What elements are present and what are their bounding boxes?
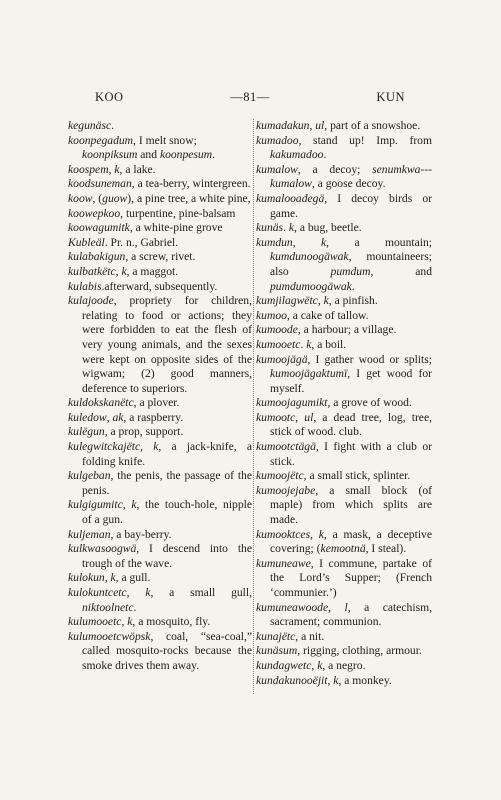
entry-headword: koow (68, 191, 93, 205)
entry-headword: kuldokskanëtc (68, 396, 134, 410)
entry-italic-run: k (145, 586, 151, 599)
entry-headword: kulegwitckajëtc (68, 440, 141, 454)
entry-text-run: , (327, 673, 334, 687)
entry-definition: , a plover. (133, 396, 180, 410)
entry-italic-run: k (306, 337, 312, 351)
entry-headword: kumjilagwëtc (256, 294, 318, 308)
entry-headword: kegunäsc (68, 119, 112, 132)
entry-italic-run: guow (102, 191, 128, 205)
entry-italic-run: koonpiksum (82, 148, 138, 162)
dictionary-entry (256, 119, 432, 134)
entry-headword: kumootc (256, 410, 296, 424)
entry-headword: kulabakigun (68, 250, 126, 264)
dictionary-entry (256, 323, 432, 338)
dictionary-entry (68, 265, 252, 280)
entry-text-run: , a maggot. (126, 264, 179, 278)
entry-text-run: , (126, 586, 146, 599)
dictionary-entry (68, 542, 252, 571)
dictionary-entry (256, 134, 432, 163)
entry-text-run: , a goose decoy. (311, 177, 386, 191)
entry-definition: , rigging, clothing, armour. (297, 644, 422, 658)
entry-italic-run: pumdumoogäwak (270, 279, 352, 293)
entry-headword: koowagumitk (68, 221, 130, 235)
dictionary-entry (256, 236, 432, 294)
entry-definition: , a harbour; a village. (297, 323, 397, 337)
entry-definition: , a nit. (295, 629, 325, 643)
entry-text-run: , (295, 410, 305, 424)
entry-italic-run: k (110, 571, 116, 585)
entry-text-run: , a catechism, sacrament; communion. (270, 600, 433, 629)
entry-text-run: . (212, 148, 216, 162)
entry-definition: , I fight with a club or stick. (270, 440, 432, 468)
entry-text-run: , (121, 615, 128, 629)
dictionary-entry (68, 192, 252, 207)
dictionary-entry (68, 586, 252, 615)
entry-headword: kumuneawe (256, 556, 311, 570)
column-divider (253, 119, 254, 694)
dictionary-entry (256, 674, 432, 689)
entry-italic-run: k (121, 264, 127, 278)
entry-headword: kumoo (256, 308, 287, 322)
left-column (68, 119, 252, 674)
entry-italic-run: senumkwa---kumalow (270, 162, 432, 191)
dictionary-entry (68, 207, 252, 222)
entry-headword: kulkwasoogwä (68, 542, 137, 556)
dictionary-entry (256, 411, 432, 440)
entry-headword: kunäsum (256, 644, 298, 658)
dictionary-entry (256, 557, 432, 601)
dictionary-entry (256, 353, 432, 397)
entry-definition: . Pr. n., Gabriel. (104, 235, 179, 249)
entry-headword: kulokun (68, 571, 105, 585)
entry-headword: kumoojëtc (256, 469, 304, 483)
entry-italic-run: kakumadoo (270, 148, 324, 162)
entry-headword: kuljeman (68, 527, 111, 541)
dictionary-entry (68, 396, 252, 411)
entry-headword: kumadoo (256, 133, 299, 147)
dictionary-entry (256, 644, 432, 659)
entry-definition: , a small stick, splinter. (303, 469, 411, 483)
entry-definition: , I commune, partake of the Lord’s Supper; (French ‘communier.’) (270, 556, 432, 599)
entry-definition: , a prop, support. (104, 425, 184, 439)
dictionary-entry (68, 163, 252, 178)
entry-headword: koonpegadum (68, 133, 134, 147)
entry-italic-run: ul (304, 410, 314, 424)
dictionary-entry (256, 440, 432, 469)
entry-text-run: , (122, 498, 132, 512)
entry-text-run: and (137, 148, 160, 162)
dictionary-entry (68, 280, 252, 295)
entry-italic-run: k (288, 221, 295, 235)
dictionary-entry (68, 630, 252, 674)
dictionary-entry (68, 528, 252, 543)
entry-definition: .afterward, subsequently. (101, 279, 218, 293)
entry-italic-run: k (333, 673, 339, 687)
entry-italic-run: kumoojägaktumï (270, 367, 348, 381)
entry-headword: kumalooadegä (256, 191, 325, 205)
entry-headword: kumooktces (256, 527, 311, 541)
entry-headword: kulabis (68, 279, 102, 293)
entry-italic-run: koonpesum (159, 148, 213, 162)
entry-text-run: , I steal). (365, 542, 407, 556)
header-right-guide-word: KUN (376, 90, 405, 104)
entry-definition: , a white-pine grove (129, 221, 223, 235)
entry-definition: , a cake of tallow. (286, 308, 369, 322)
entry-text-run: , a monkey. (338, 673, 392, 687)
entry-text-run: , a dead tree, log, tree, stick of wood. club. (270, 410, 432, 439)
entry-definition: . (111, 119, 115, 132)
entry-text-run: , stand up! Imp. from (298, 133, 432, 147)
entry-headword: kumoojägä (256, 352, 308, 366)
entry-definition: , coal, “sea-coal,” called mosquito-rocks because the smoke drives them away. (82, 629, 252, 672)
dictionary-entry (256, 601, 432, 630)
entry-text-run: , (309, 119, 316, 132)
entry-text-run: , a mountain; (326, 235, 433, 249)
entry-text-run: , I get wood for myself. (270, 367, 432, 395)
entry-definition: , propriety for children, relating to food or actions; they were forbidden to eat the flesh of very young animals, and the sexes were kept on opposite sides of the wigwam; (2) good manners, deference to superiors. (82, 294, 252, 395)
entry-italic-run: niktoolnetc (82, 600, 134, 614)
entry-text-run: , a mask, a deceptive covering; ( (270, 527, 432, 556)
entry-italic-run: ak (112, 410, 124, 424)
entry-text-run: , a bug, beetle. (294, 221, 362, 235)
entry-definition: , a grove of wood. (327, 396, 412, 410)
entry-italic-run: k (153, 440, 159, 454)
entry-definition: , I descend into the trough of the wave. (82, 542, 252, 570)
entry-headword: kulëgun (68, 425, 105, 439)
entry-italic-run: k (114, 162, 120, 176)
entry-headword: kumoojagumikt (256, 396, 328, 410)
dictionary-entry (256, 338, 432, 353)
entry-text-run: , mountaineers; also (270, 250, 432, 278)
entry-text-run: , (310, 527, 319, 541)
entry-italic-run: k (131, 498, 137, 512)
entry-headword: kumalow (256, 162, 298, 176)
entry-text-run: , (317, 294, 324, 308)
dictionary-entry (256, 309, 432, 324)
entry-text-run: , a gull. (115, 571, 151, 585)
entry-headword: kulgeban (68, 469, 111, 483)
dictionary-entry (256, 396, 432, 411)
dictionary-entry (68, 250, 252, 265)
entry-text-run: , a lake. (119, 162, 156, 176)
dictionary-entry (256, 469, 432, 484)
entry-headword: kunäs (256, 221, 284, 235)
entry-text-run: , a decoy; (297, 162, 373, 176)
entry-headword: koodsuneman (68, 177, 132, 191)
entry-text-run: . (283, 221, 289, 235)
entry-text-run: , I gather wood or splits; (307, 352, 432, 366)
entry-text-run: , a small gull, (150, 586, 253, 599)
dictionary-entry (68, 134, 252, 149)
entry-text-run: . (300, 337, 307, 351)
dictionary-entry (68, 221, 252, 236)
entry-headword: koowepkoo (68, 206, 121, 220)
entry-definition: , a screw, rivet. (125, 250, 196, 264)
dictionary-entry (68, 440, 252, 469)
header-left-guide-word: KOO (95, 90, 124, 104)
entry-text-run: , a jack-knife, a folding knife. (82, 440, 253, 468)
entry-headword: kulumooetcwöpsk (68, 629, 151, 643)
entry-text-run: , (292, 235, 322, 249)
entry-text-run: , and (370, 264, 432, 278)
entry-headword: kulokuntcetc (68, 586, 127, 599)
entry-text-run: , (311, 658, 318, 672)
dictionary-entry (256, 192, 432, 221)
entry-headword: kuledow (68, 410, 107, 424)
entry-headword: kundakunooëjit (256, 673, 328, 687)
dictionary-entry (256, 221, 432, 236)
right-column (256, 119, 432, 688)
page-number: —81— (230, 90, 270, 104)
dictionary-entry (68, 148, 252, 163)
entry-headword: kulajoode (68, 294, 114, 308)
entry-headword: Kubleäl (68, 235, 105, 249)
entry-definition: , a tea-berry, wintergreen. (131, 177, 251, 191)
entry-headword: kunajëtc (256, 629, 296, 643)
entry-italic-run: k (317, 658, 323, 672)
entry-headword: kulumooetc (68, 615, 122, 629)
entry-text-run: , (108, 162, 115, 176)
entry-definition: , I melt snow; (133, 133, 197, 147)
entry-definition: , I decoy birds or game. (270, 191, 432, 220)
entry-italic-run: ul (315, 119, 325, 132)
entry-text-run: , part of a snowshoe. (324, 119, 421, 132)
entry-definition: , turpentine, pine-balsam (120, 206, 236, 220)
entry-text-run: , (106, 410, 113, 424)
dictionary-entry (68, 498, 252, 527)
dictionary-entry (68, 425, 252, 440)
entry-italic-run: k (127, 615, 133, 629)
entry-text-run: , (115, 264, 122, 278)
entry-headword: kumadakun (256, 119, 310, 132)
entry-headword: kumoojejabe (256, 483, 316, 497)
dictionary-entry (68, 177, 252, 192)
entry-text-run: , (104, 571, 111, 585)
dictionary-entry (256, 163, 432, 192)
entry-text-run: ), a pine tree, a white pine, (127, 191, 251, 205)
entry-headword: kulgigumitc (68, 498, 123, 512)
entry-headword: kumoode (256, 323, 298, 337)
dictionary-entry (256, 659, 432, 674)
entry-text-run: , a negro. (322, 658, 366, 672)
dictionary-entry (68, 411, 252, 426)
entry-definition: , a small block (of maple) from which splits are made. (270, 483, 432, 527)
entry-headword: kumdun (256, 235, 293, 249)
entry-text-run: , a raspberry. (123, 410, 184, 424)
entry-text-run: , ( (92, 191, 103, 205)
entry-text-run: , (140, 440, 154, 454)
entry-text-run: , the touch-hole, nipple of a gun. (82, 498, 253, 527)
dictionary-entry (68, 294, 252, 396)
dictionary-entry (68, 119, 252, 134)
dictionary-entry (68, 615, 252, 630)
entry-text-run: . (323, 148, 327, 162)
entry-text-run: , a mosquito, fly. (132, 615, 211, 629)
entry-italic-run: k (318, 527, 324, 541)
entry-text-run: . (351, 279, 355, 293)
entry-italic-run: pumdum (330, 264, 371, 278)
entry-headword: koospem (68, 162, 109, 176)
dictionary-entry (68, 236, 252, 251)
entry-italic-run: l (344, 600, 348, 614)
entry-headword: kumooetc (256, 337, 301, 351)
entry-text-run: , a boil. (311, 337, 347, 351)
entry-text-run: , a pinfish. (328, 294, 378, 308)
entry-italic-run: kemootnä (320, 542, 366, 556)
entry-headword: kumootctägä (256, 440, 316, 454)
dictionary-entry (256, 484, 432, 528)
dictionary-entry (256, 630, 432, 645)
entry-italic-run: k (323, 294, 329, 308)
dictionary-entry (68, 571, 252, 586)
running-header (95, 90, 405, 108)
entry-text-run: , (328, 600, 345, 614)
entry-headword: kulbatkëtc (68, 264, 116, 278)
dictionary-entry (256, 294, 432, 309)
entry-definition: , the penis, the passage of the penis. (82, 469, 252, 497)
entry-definition: , a bay-berry. (110, 527, 172, 541)
entry-italic-run: k (321, 235, 327, 249)
dictionary-entry (256, 528, 432, 557)
dictionary-entry (68, 469, 252, 498)
entry-italic-run: kumdunoogäwak (270, 250, 349, 264)
entry-text-run: . (133, 600, 137, 614)
entry-headword: kumuneawoode (256, 600, 329, 614)
entry-headword: kundagwetc (256, 658, 312, 672)
